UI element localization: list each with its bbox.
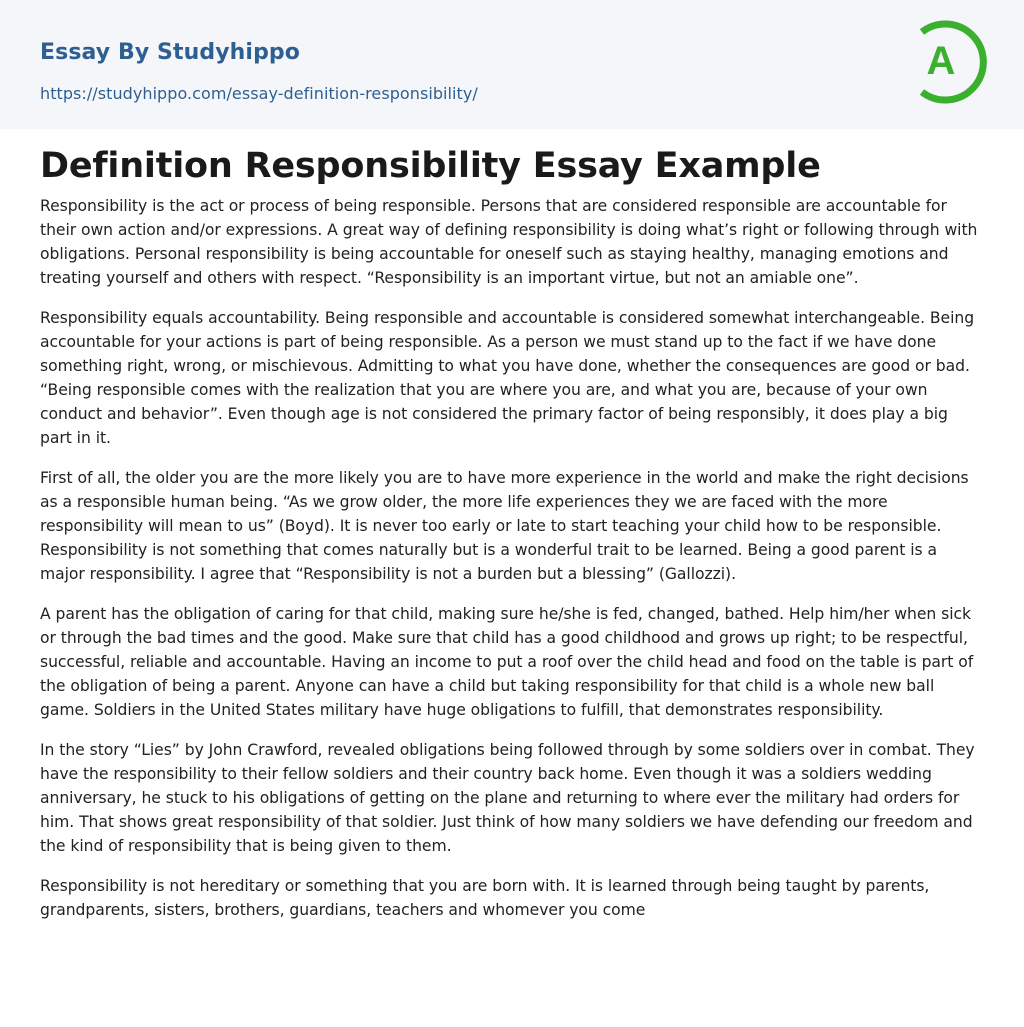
essay-title: Definition Responsibility Essay Example — [40, 146, 821, 186]
essay-paragraph: Responsibility is the act or process of being responsible. Persons that are considered responsible are accountable for their own action and/or expressions. A great way of defining responsibility is doing what’s right or following through with obligations. Personal responsibility is being accountable for oneself such as staying healthy, managing emotions and treating yourself and others with respect. “Responsibility is an important virtue, but not an amiable one”. — [40, 197, 978, 287]
essay-paragraph: In the story “Lies” by John Crawford, revealed obligations being followed through by some soldiers over in combat. They have the responsibility to their fellow soldiers and their country back home. Even though it was a soldiers wedding anniversary, he stuck to his obligations of getting on the plane and returning to where ever the military had orders for him. That shows great responsibility of that soldier. Just think of how many soldiers we have defending our freedom and the kind of responsibility that is being given to them. — [40, 741, 975, 855]
essay-body — [40, 194, 984, 938]
essay-paragraph: First of all, the older you are the more likely you are to have more experience in the world and make the right decisions as a responsible human being. “As we grow older, the more life experiences they we are faced with the more responsibility will mean to us” (Boyd). It is never too early or late to start teaching your child how to be responsible. Responsibility is not something that comes naturally but is a wonderful trait to be learned. Being a good parent is a major responsibility. I agree that “Responsibility is not a burden but a blessing” (Gallozzi). — [40, 469, 969, 583]
logo-letter: A — [926, 39, 956, 83]
essay-url-link[interactable]: https://studyhippo.com/essay-definition-responsibility/ — [40, 84, 478, 103]
essay-paragraph: Responsibility equals accountability. Being responsible and accountable is considered somewhat interchangeable. Being accountable for your actions is part of being responsible. As a person we must stand up to the fact if we have done something right, wrong, or mischievous. Admitting to what you have done, whether the consequences are good or bad. “Being responsible comes with the realization that you are where you are, and what you are, because of your own conduct and behavior”. Even though age is not considered the primary factor of being responsibly, it does play a big part in it. — [40, 309, 975, 447]
brand-title: Essay By Studyhippo — [40, 40, 300, 65]
studyhippo-logo[interactable] — [910, 18, 988, 106]
essay-paragraph: A parent has the obligation of caring for that child, making sure he/she is fed, changed, bathed. Help him/her when sick or through the bad times and the good. Make sure that child has a good childhood and grows up right; to be respectful, successful, reliable and accountable. Having an income to put a roof over the child head and food on the table is part of the obligation of being a parent. Anyone can have a child but taking responsibility for that child is a whole new ball game. Soldiers in the United States military have huge obligations to fulfill, that demonstrates responsibility. — [40, 605, 974, 719]
essay-paragraph: Responsibility is not hereditary or something that you are born with. It is learned through being taught by parents, grandparents, sisters, brothers, guardians, teachers and whomever you come — [40, 877, 930, 919]
